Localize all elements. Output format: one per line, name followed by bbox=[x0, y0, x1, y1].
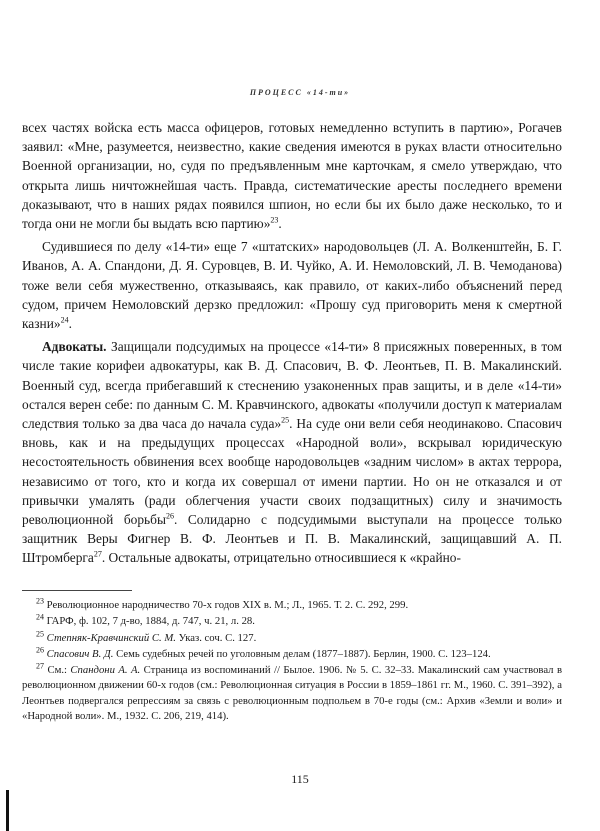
paragraph-continuation: всех частях войска есть масса офицеров, готовых немедленно вступить в партию», Рогачев заявил: «Мне, разумеется, неизвестно, какие сведения имеются в руках власти относительно Военной организации, но, судя по предъявленным мне карточкам, я смело утверждаю, что открыта лишь ничтожнейшая часть. Правда, систематические аресты последнего времени доказывают, что в наших рядах появился шпион, но если бы их было даже несколько, то и тогда они не могли бы выдать всю партию»$^{23}$. bbox=[22, 120, 562, 232]
footnote-ref-25: 25 bbox=[281, 415, 290, 425]
footnote-27: $^{27}$ См.: Спандони А. А. Страница из воспоминаний // Былое. 1906. № 5. С. 32–33. Макалинский сам участвовал в революционном движении 60-х годов (см.: Революционная ситуация в России в 1859–1861 гг. М., 1960. С. 391–392), а Леонтьев подвергался репрессиям за связь с революционным подпольем в 70-е годы (см.: Архив «Земли и воли» и «Народной воли». М., 1932. С. 206, 219, 414). bbox=[22, 661, 562, 723]
footnote-25: $^{25}$ Степняк-Кравчинский С. М. Указ. соч. С. 127. bbox=[36, 629, 257, 644]
footnote-ref-26: 26 bbox=[165, 511, 174, 521]
page-number: 115 bbox=[291, 772, 309, 786]
footnote-divider bbox=[22, 590, 132, 591]
running-head: ПРОЦЕСС «14-ти» bbox=[249, 88, 351, 97]
footnote-ref-24: 24 bbox=[60, 315, 69, 325]
footnote-26: $^{26}$ Спасович В. Д. Семь судебных речей по уголовным делам (1877–1887). Берлин, 1900. С. 123–124. bbox=[36, 645, 491, 660]
paragraph-civilians: Судившиеся по делу «14-ти» еще 7 «штатских» народовольцев (Л. А. Волкенштейн, Б. Г. Иванов, А. А. Спандони, Д. Я. Суровцев, В. И. Чуйко, А. И. Немоловский, Л. В. Чемоданова) тоже вели себя мужественно, отказываясь, как правило, от каких-либо объяснений перед судом, причем Немоловский дерзко предложил: «Прошу суд приговорить меня к смертной казни»$^{24}$. bbox=[22, 239, 562, 332]
section-lead-lawyers: Адвокаты. bbox=[42, 339, 107, 355]
paragraph-lawyers: Адвокаты. Защищали подсудимых на процессе «14-ти» 8 присяжных поверенных, в том числе такие корифеи адвокатуры, как В. Д. Спасович, В. Ф. Леонтьев, П. В. Макалинский. Военный суд, всегда прибегавший к стеснению узаконенных прав защиты, и в деле «14-ти» остался верен себе: по данным С. М. Кравчинского, адвокаты «получили доступ к материалам следствия только за два часа до начала суда»$^{25}$. На суде они вели себя неодинаково. Спасович вновь, как и на предыдущих процессах «Народной воли», вскрывал юридическую несостоятельность обвинения всех вообще народовольцев «задним числом» в актах террора, независимо от того, кто и когда их совершал от имени партии. Но он не отказался и от привычки умалять (ради облегчения участи своих подзащитных) силу и значимость революционной борьбы$^{26}$. Солидарно с подсудимыми выступали на процессе только защитник Веры Фигнер В. Ф. Леонтьев и П. В. Макалинский, защищавший А. П. Штромберга$^{27}$. Остальные адвокаты, отрицательно относившиеся к «крайно- bbox=[22, 339, 562, 566]
footnote-24: $^{24}$ ГАРФ, ф. 102, 7 д-во, 1884, д. 747, ч. 21, л. 28. bbox=[36, 612, 255, 628]
footnote-ref-23: 23 bbox=[270, 215, 279, 225]
footnote-ref-27: 27 bbox=[93, 550, 102, 559]
main-text bbox=[22, 118, 562, 568]
footnotes bbox=[22, 598, 562, 725]
scan-edge-mark bbox=[6, 790, 9, 831]
footnote-23: $^{23}$ Революционное народничество 70-х годов XIX в. М.; Л., 1965. Т. 2. С. 292, 299. bbox=[36, 596, 409, 611]
